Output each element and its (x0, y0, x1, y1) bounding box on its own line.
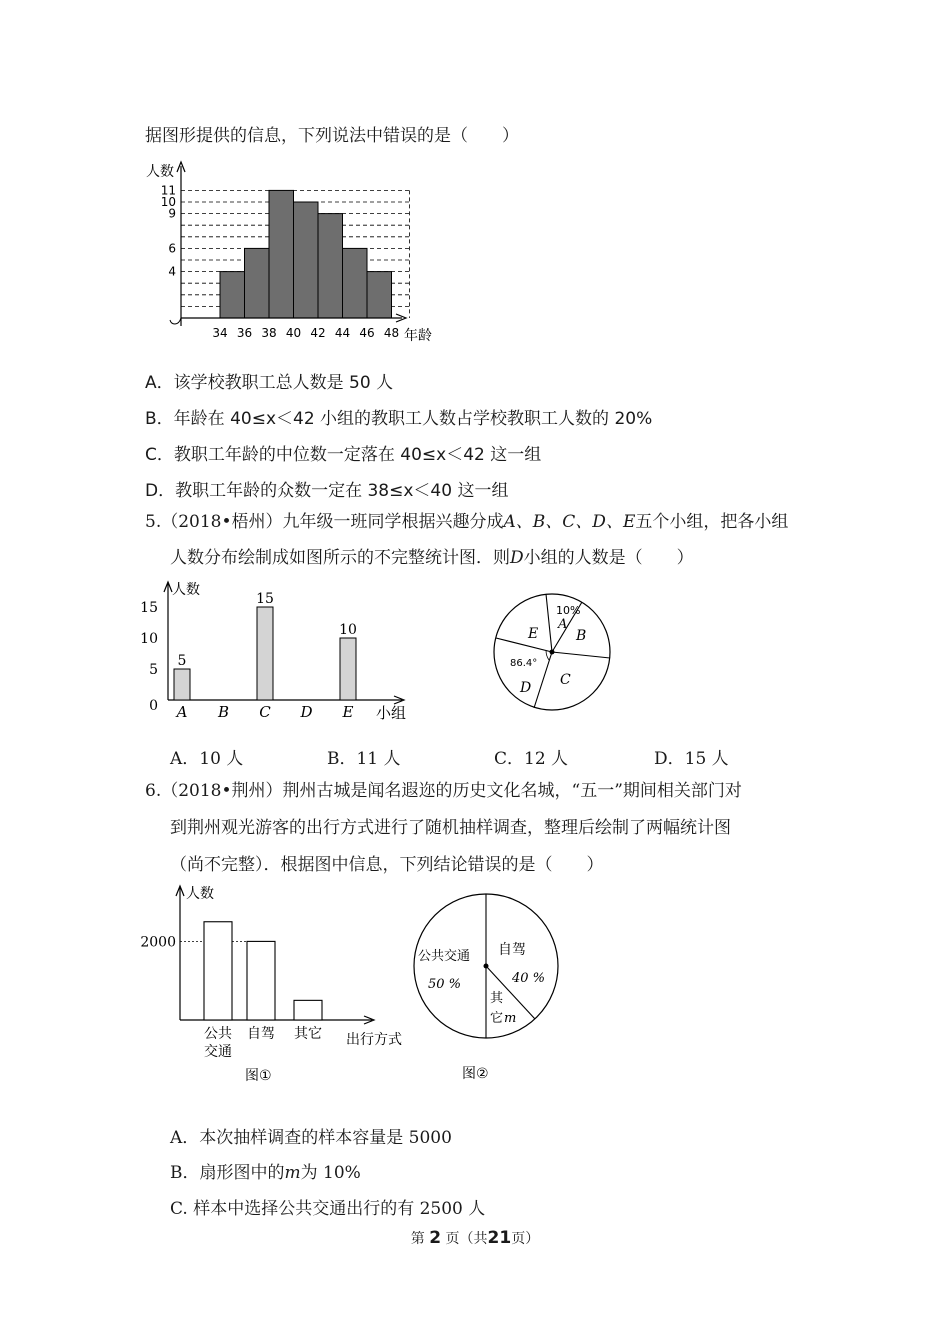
q5-x-tick-label: A (176, 703, 188, 721)
q5-y-tick-label: 5 (149, 662, 158, 678)
q6-stem-line3: （尚不完整）．根据图中信息，下列结论错误的是（ ） (170, 855, 604, 875)
q6-caption-1: 图① (245, 1068, 272, 1082)
q6-y-tick-label: 2000 (140, 934, 176, 951)
q5-text1-tail: 五个小组，把各小组 (635, 512, 789, 532)
q5-x-tick-label: C (259, 703, 271, 721)
q4-y-tick-label: 11 (160, 183, 176, 198)
q5-pie-center (550, 650, 555, 655)
q6-option-b-post: 为 10% (300, 1163, 361, 1183)
q5-x-tick-label: E (342, 703, 354, 721)
q5-x-ticks (175, 703, 354, 721)
q6-pie-pct-self: 40 % (512, 971, 546, 986)
q5-y-tick-label: 0 (149, 698, 158, 714)
q5-pie-chart (488, 588, 618, 718)
footer-mid: 页（共 (445, 1231, 488, 1247)
q5-bars (174, 591, 357, 700)
q4-bar (367, 272, 392, 318)
q5-pie-label-a: A (558, 617, 568, 632)
q5-x-tick-label: D (300, 703, 313, 721)
q4-y-tick-label: 6 (168, 241, 176, 256)
q4-axis-break (170, 318, 181, 324)
q4-stem: 据图形提供的信息，下列说法中错误的是（ ） (145, 126, 519, 146)
q5-option-c: C．12 人 (494, 749, 569, 769)
q5-bar-value-label: 10 (339, 622, 357, 638)
q6-option-a: A．本次抽样调查的样本容量是 5000 (170, 1128, 452, 1148)
q5-y-label: 人数 (172, 582, 200, 598)
q4-bar (220, 272, 245, 318)
q4-x-tick-label: 38 (261, 326, 277, 340)
q6-x-label: 出行方式 (346, 1032, 402, 1048)
q6-bar (204, 922, 232, 1020)
q6-pie-label-other-1: 其 (490, 991, 504, 1006)
q4-x-tick-label: 36 (236, 326, 253, 340)
footer-pre: 第 (410, 1231, 425, 1247)
q6-pie-pct-public: 50 % (428, 977, 462, 992)
q6-x-tick-label: 交通 (204, 1044, 232, 1060)
q5-bar (257, 607, 273, 700)
q6-bars (204, 922, 322, 1020)
q5-x-label: 小组 (376, 704, 407, 722)
q5-y-tick-label: 15 (140, 600, 158, 616)
q6-bar (247, 941, 275, 1020)
q6-option-c: C. 样本中选择公共交通出行的有 2500 人 (170, 1199, 486, 1219)
q4-y-tick-label: 10 (160, 195, 176, 209)
q5-option-a: A．10 人 (170, 749, 244, 769)
q6-caption-2: 图② (462, 1066, 489, 1082)
q6-option-b-var: m (284, 1163, 301, 1183)
q6-x-tick-label: 自驾 (247, 1026, 275, 1042)
q5-bar (174, 669, 190, 700)
q5-bar-value-label: 5 (177, 653, 187, 669)
q5-text1: 九年级一班同学根据兴趣分成 (282, 512, 504, 532)
footer-page-number: 2 (429, 1228, 442, 1248)
q5-y-ticks (140, 600, 158, 714)
q5-bar-value-label: 15 (256, 591, 274, 607)
q5-stem-line2 (170, 546, 694, 570)
q6-option-b-pre: B．扇形图中的 (170, 1163, 285, 1183)
q4-y-ticks (161, 183, 176, 278)
q4-x-tick-label: 48 (383, 326, 400, 340)
q6-pie-label-public: 公共交通 (418, 949, 471, 964)
q5-pie-label-d: D (520, 680, 532, 696)
q6-bar-chart (140, 882, 420, 1082)
q5-pie-label-b: B (576, 628, 587, 644)
q5-pie-label-c: C (560, 672, 571, 688)
q4-bar (343, 248, 368, 318)
q5-option-b: B．11 人 (327, 749, 401, 769)
q6-y-label: 人数 (186, 886, 214, 902)
q5-option-d: D．15 人 (654, 749, 729, 769)
q5-x-tick-label: B (217, 703, 230, 721)
q6-pie-center (484, 964, 489, 969)
q6-x-tick-label: 其它 (294, 1026, 322, 1042)
q4-x-tick-label: 34 (212, 326, 228, 340)
q6-y-ticks (140, 934, 260, 950)
q5-stem-line1 (145, 510, 788, 534)
q4-histogram (140, 158, 440, 348)
q4-x-tick-label: 46 (359, 326, 375, 340)
q4-x-label: 年龄 (404, 328, 432, 344)
q4-y-label: 人数 (146, 164, 174, 180)
q6-pie-chart (410, 888, 570, 1098)
q5-source: （2018•梧州） (161, 512, 283, 532)
q5-y-tick-label: 10 (140, 631, 158, 647)
footer-total-pages: 21 (487, 1228, 512, 1248)
footer-post: 页） (511, 1231, 540, 1247)
q4-option-c: C．教职工年龄的中位数一定落在 40≤x＜42 这一组 (145, 445, 542, 465)
q6-pie-label-self: 自驾 (498, 942, 526, 958)
q5-pie-label-a-pct: 10% (556, 604, 581, 617)
q5-pie-angle: 86.4° (510, 658, 538, 669)
q4-x-tick-label: 40 (285, 326, 302, 340)
q5-pie-label-e: E (528, 626, 539, 642)
q5-bar-chart (140, 578, 430, 728)
q6-option-b (170, 1158, 361, 1183)
q4-option-b: B．年龄在 40≤x＜42 小组的教职工人数占学校教职工人数的 20% (145, 409, 653, 429)
q4-x-tick-label: 42 (310, 326, 326, 340)
q4-bar (294, 202, 319, 318)
q4-x-tick-label: 44 (334, 326, 351, 340)
q4-bar (269, 190, 294, 318)
q4-option-a: A．该学校教职工总人数是 50 人 (145, 373, 394, 393)
q4-y-tick-label: 4 (168, 264, 176, 279)
q6-stem-line1 (145, 779, 742, 803)
q5-text2a: 人数分布绘制成如图所示的不完整统计图．则 (170, 548, 510, 568)
q6-number: 6. (145, 781, 162, 801)
q4-bar (245, 248, 270, 318)
q6-bar (294, 1000, 322, 1020)
q6-pie-label-other-2: 它 (490, 1011, 504, 1026)
q6-stem-line2: 到荆州观光游客的出行方式进行了随机抽样调查，整理后绘制了两幅统计图 (170, 818, 731, 838)
q5-text2b: 小组的人数是（ ） (523, 548, 694, 568)
q5-number: 5. (145, 512, 162, 532)
page-footer (0, 1228, 950, 1248)
q6-pie-value-other: m (504, 1011, 517, 1026)
q4-option-d: D．教职工年龄的众数一定在 38≤x＜40 这一组 (145, 481, 509, 501)
q4-x-ticks (212, 326, 399, 340)
q6-x-tick-label: 公共 (204, 1026, 232, 1042)
q5-bar (340, 638, 356, 700)
q6-x-ticks (204, 1026, 322, 1060)
q4-y-tick-label: 9 (168, 206, 176, 221)
q4-bar (318, 214, 343, 318)
q5-groups: A、B、C、D、E (503, 512, 636, 532)
q6-text1: （2018•荆州）荆州古城是闻名遐迩的历史文化名城，“五一”期间相关部门对 (161, 781, 742, 801)
q4-bars (220, 190, 392, 318)
q5-var-d: D (510, 548, 524, 568)
